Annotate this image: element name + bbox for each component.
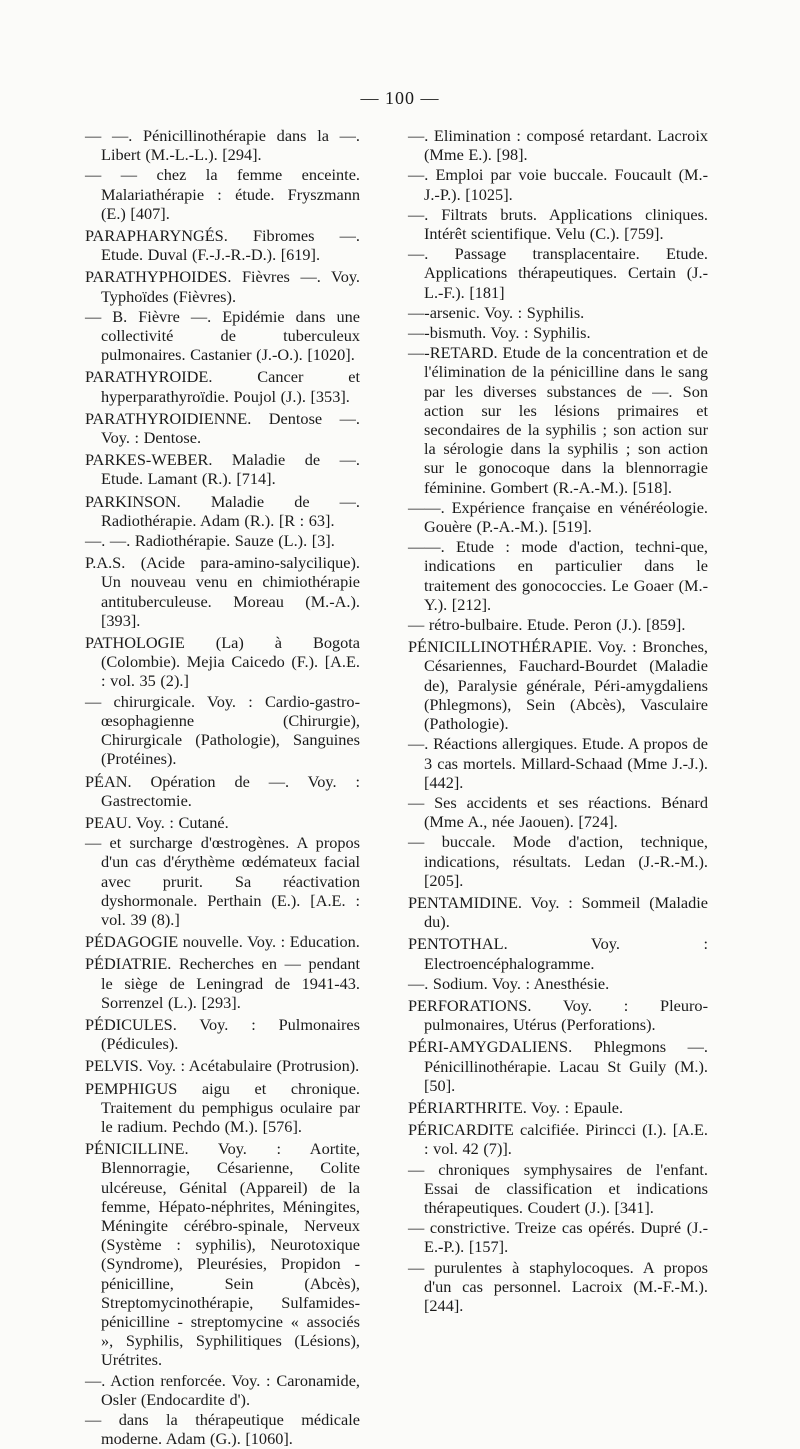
index-entry-subentry: —. Emploi par voie buccale. Foucault (M.-J.-P.). [1025]. [408,165,708,204]
index-entry-subentry: —. Réactions allergiques. Etude. A propos de 3 cas mortels. Millard-Schaad (Mme J.-J.). [442]. [408,734,708,792]
index-entry-heading: PEAU. Voy. : Cutané. [85,812,229,832]
index-entry-heading: PELVIS. Voy. : Acétabulaire (Protrusion). [85,1056,360,1076]
index-entry-subentry: ——. Etude : mode d'action, techni-que, indications en particulier dans le traitement des gonococcies. Le Goaer (M.-Y.). [212]. [408,537,708,614]
index-entry-heading: PÉRI-AMYGDALIENS. Phlegmons —. Pénicillinothérapie. Lacau St Guily (M.). [50]. [408,1037,708,1095]
index-entry-subentry: —. Elimination : composé retardant. Lacroix (Mme E.). [98]. [408,126,708,165]
right-column [408,126,708,1316]
index-entry-subentry: —. —. Radiothérapie. Sauze (L.). [3]. [85,531,335,551]
index-entry-heading: PÉDAGOGIE nouvelle. Voy. : Education. [85,932,360,952]
index-entry-subentry: — et surcharge d'œstrogènes. A propos d'un cas d'érythème œdémateux facial avec prurit. Sa réactivation dyshormonale. Perthain (E.). [A.E. : vol. 39 (8).] [85,833,360,929]
index-entry-heading: PARATHYROIDE. Cancer et hyperparathyroïdie. Poujol (J.). [353]. [85,367,360,406]
index-entry-subentry: —-bismuth. Voy. : Syphilis. [408,323,591,343]
index-entry-heading: PERFORATIONS. Voy. : Pleuro-pulmonaires, Utérus (Perforations). [408,995,708,1035]
index-entry-subentry: —. Passage transplacentaire. Etude. Applications thérapeutiques. Certain (J.-L.-F.). [181] [408,244,708,302]
index-entry-subentry: — dans la thérapeutique médicale moderne. Adam (G.). [1060]. [85,1410,360,1449]
index-entry-subentry: — — chez la femme enceinte. Malariathérapie : étude. Fryszmann (E.) [407]. [85,165,360,223]
index-entry-heading: PÉRICARDITE calcifiée. Pirincci (I.). [A.E. : vol. 42 (7)]. [408,1120,708,1159]
index-entry-subentry: —-RETARD. Etude de la concentration et de l'élimination de la pénicilline dans le sang par les diverses substances de —. Son action sur les lésions primaires et secondaires de la syphilis ; son action sur la sérologie dans la syphilis ; son action sur le gonocoque dans la blennorragie féminine. Gombert (R.-A.-M.). [518]. [408,343,708,497]
index-entry-heading: PÉDIATRIE. Recherches en — pendant le siège de Leningrad de 1941-43. Sorrenzel (L.). [293]. [85,954,360,1012]
index-entry-subentry: —. Sodium. Voy. : Anesthésie. [408,973,610,993]
index-entry-subentry: — buccale. Mode d'action, technique, indications, résultats. Ledan (J.-R.-M.). [205]. [408,832,708,890]
index-entry-subentry: — chirurgicale. Voy. : Cardio-gastro-œsophagienne (Chirurgie), Chirurgicale (Pathologie), Sanguines (Protéines). [85,691,360,769]
index-entry-subentry: — rétro-bulbaire. Etude. Peron (J.). [859]. [408,615,686,635]
index-entry-subentry: — B. Fièvre —. Epidémie dans une collectivité de tuberculeux pulmonaires. Castanier (J.-O.). [1020]. [85,306,360,365]
index-entry-subentry: ——. Expérience française en vénéréologie. Gouère (P.-A.-M.). [519]. [408,497,708,537]
index-entry-heading: PEMPHIGUS aigu et chronique. Traitement du pemphigus oculaire par le radium. Pechdo (M.). [576]. [85,1078,360,1136]
index-entry-subentry: —-arsenic. Voy. : Syphilis. [408,302,585,322]
left-column [85,126,360,1449]
index-entry-subentry: — —. Pénicillinothérapie dans la —. Libert (M.-L.-L.). [294]. [85,126,360,165]
index-entry-heading: PARKINSON. Maladie de —. Radiothérapie. Adam (R.). [R : 63]. [85,491,360,530]
index-entry-subentry: — constrictive. Treize cas opérés. Dupré (J.-E.-P.). [157]. [408,1218,708,1257]
index-entry-heading: PÉAN. Opération de —. Voy. : Gastrectomie. [85,771,360,810]
index-entry-heading: PÉNICILLINOTHÉRAPIE. Voy. : Bronches, Césariennes, Fauchard-Bourdet (Maladie de), Paralysie générale, Péri-amygdaliens (Phlegmons), Sein (Abcès), Vasculaire (Pathologie). [408,637,708,734]
index-entry-heading: PARAPHARYNGÉS. Fibromes —. Etude. Duval (F.-J.-R.-D.). [619]. [85,226,360,265]
index-entry-heading: PARKES-WEBER. Maladie de —. Etude. Lamant (R.). [714]. [85,450,360,489]
index-entry-heading: PARATHYPHOIDES. Fièvres —. Voy. Typhoïdes (Fièvres). [85,267,360,306]
index-entry-heading: PENTAMIDINE. Voy. : Sommeil (Maladie du). [408,892,708,932]
index-entry-subentry: —. Filtrats bruts. Applications cliniques. Intérêt scientifique. Velu (C.). [759]. [408,204,708,244]
index-entry-heading: P.A.S. (Acide para-amino-salycilique). Un nouveau venu en chimiothérapie antituberculeuse. Moreau (M.-A.). [393]. [85,553,360,630]
index-entry-heading: PÉNICILLINE. Voy. : Aortite, Blennorragie, Césarienne, Colite ulcéreuse, Génital (Appareil) de la femme, Hépato-néphrites, Méningites, Méningite cérébro-spinale, Nerveux (Système : syphilis), Neurotoxique (Syndrome), Pleurésies, Propidon - pénicilline, Sein (Abcès), Streptomycinothérapie, Sulfamides-pénicilline - streptomycine « associés », Syphilis, Syphilitiques (Lésions), Urétrites. [85,1139,360,1370]
index-entry-heading: PATHOLOGIE (La) à Bogota (Colombie). Mejia Caicedo (F.). [A.E. : vol. 35 (2).] [85,633,360,691]
index-entry-heading: PÉDICULES. Voy. : Pulmonaires (Pédicules). [85,1014,360,1054]
index-entry-subentry: —. Action renforcée. Voy. : Caronamide, Osler (Endocardite d'). [85,1370,360,1409]
page-number: — 100 — [360,88,440,108]
index-entry-subentry: — purulentes à staphylocoques. A propos d'un cas personnel. Lacroix (M.-F.-M.). [244]. [408,1257,708,1315]
index-entry-subentry: — chroniques symphysaires de l'enfant. Essai de classification et indications thérapeutiques. Coudert (J.). [341]. [408,1159,708,1217]
index-entry-heading: PENTOTHAL. Voy. : Electroencéphalogramme. [408,934,708,973]
index-entry-heading: PÉRIARTHRITE. Voy. : Epaule. [408,1097,624,1117]
index-entry-subentry: — Ses accidents et ses réactions. Bénard (Mme A., née Jaouen). [724]. [408,792,708,832]
index-entry-heading: PARATHYROIDIENNE. Dentose —. Voy. : Dentose. [85,408,360,448]
